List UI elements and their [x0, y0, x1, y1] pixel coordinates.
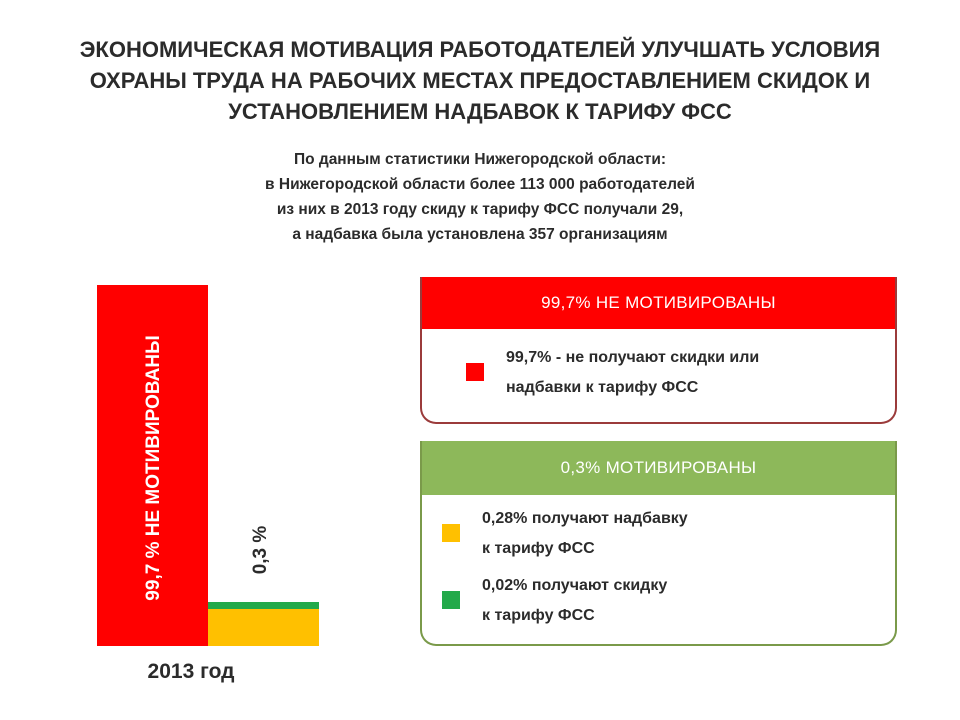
legend-text	[482, 571, 667, 631]
card-header-not-motivated: 99,7% НЕ МОТИВИРОВАНЫ	[422, 277, 895, 329]
legend-item-no-discount	[442, 343, 759, 403]
legend-line: 0,28% получают надбавку	[482, 510, 688, 527]
swatch-yellow-icon	[442, 524, 460, 542]
card-motivated	[420, 441, 897, 646]
legend-line: к тарифу ФСС	[482, 540, 595, 557]
subtitle-line-3: из них в 2013 году скиду к тарифу ФСС получали 29,	[276, 201, 684, 218]
subtitle-line-1: По данным статистики Нижегородской области:	[293, 151, 667, 168]
legend-item-discount	[442, 571, 667, 631]
bar-label-motivated: 0,3 %	[250, 525, 271, 575]
bar-label-not-motivated: 99,7 % НЕ МОТИВИРОВАНЫ	[143, 335, 164, 601]
title-line-1: ЭКОНОМИЧЕСКАЯ МОТИВАЦИЯ РАБОТОДАТЕЛЕЙ УЛУЧШАТЬ УСЛОВИЯ	[79, 37, 881, 62]
bar-discount	[208, 602, 319, 609]
legend-text	[482, 504, 688, 564]
bar-chart	[0, 0, 420, 720]
card-not-motivated	[420, 277, 897, 424]
x-axis-label: 2013 год	[147, 660, 235, 683]
swatch-green-icon	[442, 591, 460, 609]
title-line-2: ОХРАНЫ ТРУДА НА РАБОЧИХ МЕСТАХ ПРЕДОСТАВЛЕНИЕМ СКИДОК И	[89, 68, 871, 93]
legend-line: 0,02% получают скидку	[482, 577, 668, 594]
subtitle-line-2: в Нижегородской области более 113 000 работодателей	[265, 176, 695, 193]
card-header-motivated: 0,3% МОТИВИРОВАНЫ	[422, 441, 895, 495]
title-line-3: УСТАНОВЛЕНИЕМ НАДБАВОК К ТАРИФУ ФСС	[228, 99, 732, 124]
bar-surcharge	[208, 609, 319, 646]
legend-line: 99,7% - не получают скидки или	[506, 349, 760, 366]
swatch-red-icon	[466, 363, 484, 381]
legend-text	[506, 343, 759, 403]
legend-line: к тарифу ФСС	[482, 607, 595, 624]
legend-item-surcharge	[442, 504, 688, 564]
subtitle-line-4: а надбавка была установлена 357 организациям	[292, 226, 668, 243]
legend-line: надбавки к тарифу ФСС	[506, 379, 699, 396]
